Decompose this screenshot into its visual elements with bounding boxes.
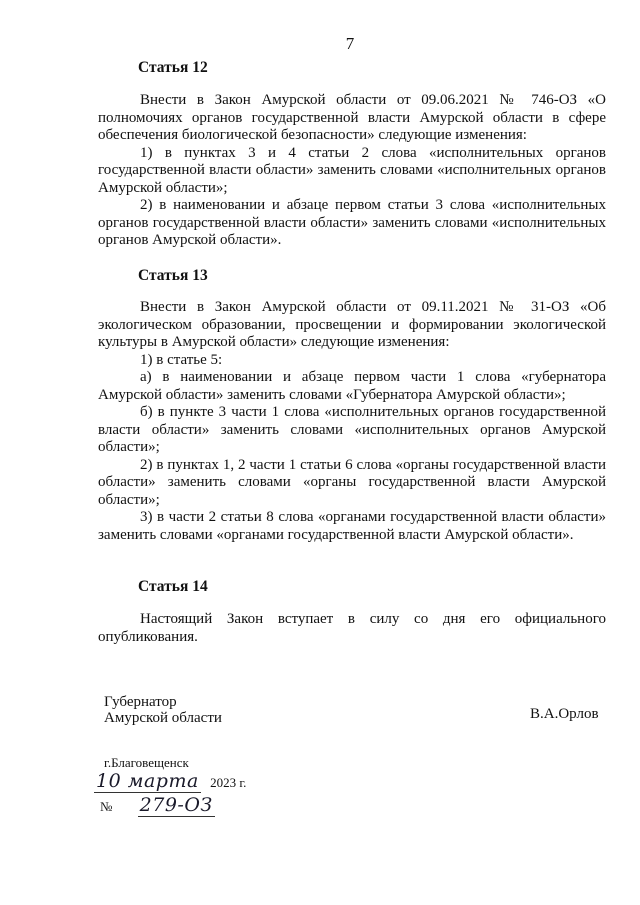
paragraph: 1) в статье 5: <box>140 351 223 368</box>
paragraph: Внести в Закон Амурской области от 09.11.2021 № 31-ОЗ «Об экологическом образовании, просвещении и формировании экологической культуры в Амурской области» следующие изменения: <box>98 299 606 350</box>
page-number: 7 <box>345 34 355 53</box>
article-13-body <box>98 299 606 544</box>
paragraph: Внести в Закон Амурской области от 09.06.2021 № 746-ОЗ «О полномочиях органов государственной власти Амурской области в сфере обеспечения биологической безопасности» следующие изменения: <box>98 92 606 143</box>
paragraph: 3) в части 2 статьи 8 слова «органами государственной власти области» заменить словами «органами государственной власти Амурской области». <box>98 509 606 543</box>
position-line-1: Губернатор <box>104 694 177 710</box>
article-14-title: Статья 14 <box>138 578 208 595</box>
article-12-body <box>98 92 606 250</box>
article-12-title: Статья 12 <box>138 59 208 76</box>
paragraph: 2) в пунктах 1, 2 части 1 статьи 6 слова «органы государственной власти области» заменить словами «органы государственной власти Амурской области»; <box>98 456 606 508</box>
article-14-body <box>98 611 606 646</box>
paragraph: б) в пункте 3 части 1 слова «исполнительных органов государственной власти области» заменить словами «исполнительных органов Амурской области»; <box>98 404 606 455</box>
number-label: № <box>100 799 113 814</box>
date-line <box>94 770 246 792</box>
place: г.Благовещенск <box>104 755 189 770</box>
law-number-line <box>100 794 215 817</box>
handwritten-date: 10 марта <box>96 770 199 792</box>
signatory-name: В.А.Орлов <box>530 706 599 722</box>
position-line-2: Амурской области <box>104 710 222 726</box>
paragraph: Настоящий Закон вступает в силу со дня его официального опубликования. <box>98 611 606 645</box>
year: 2023 г. <box>210 775 247 790</box>
article-13-title: Статья 13 <box>138 267 208 284</box>
signatory-position <box>104 694 222 726</box>
handwritten-number: 279-ОЗ <box>139 794 213 816</box>
paragraph: 1) в пунктах 3 и 4 статьи 2 слова «исполнительных органов государственной власти области» заменить словами «исполнительных органов Амурской области»; <box>98 144 606 196</box>
paragraph: 2) в наименовании и абзаце первом статьи 3 слова «исполнительных органов государственной власти области» заменить словами «исполнительных органов Амурской области». <box>98 197 606 248</box>
paragraph: а) в наименовании и абзаце первом части 1 слова «губернатора Амурской области» заменить словами «Губернатора Амурской области»; <box>98 369 606 403</box>
